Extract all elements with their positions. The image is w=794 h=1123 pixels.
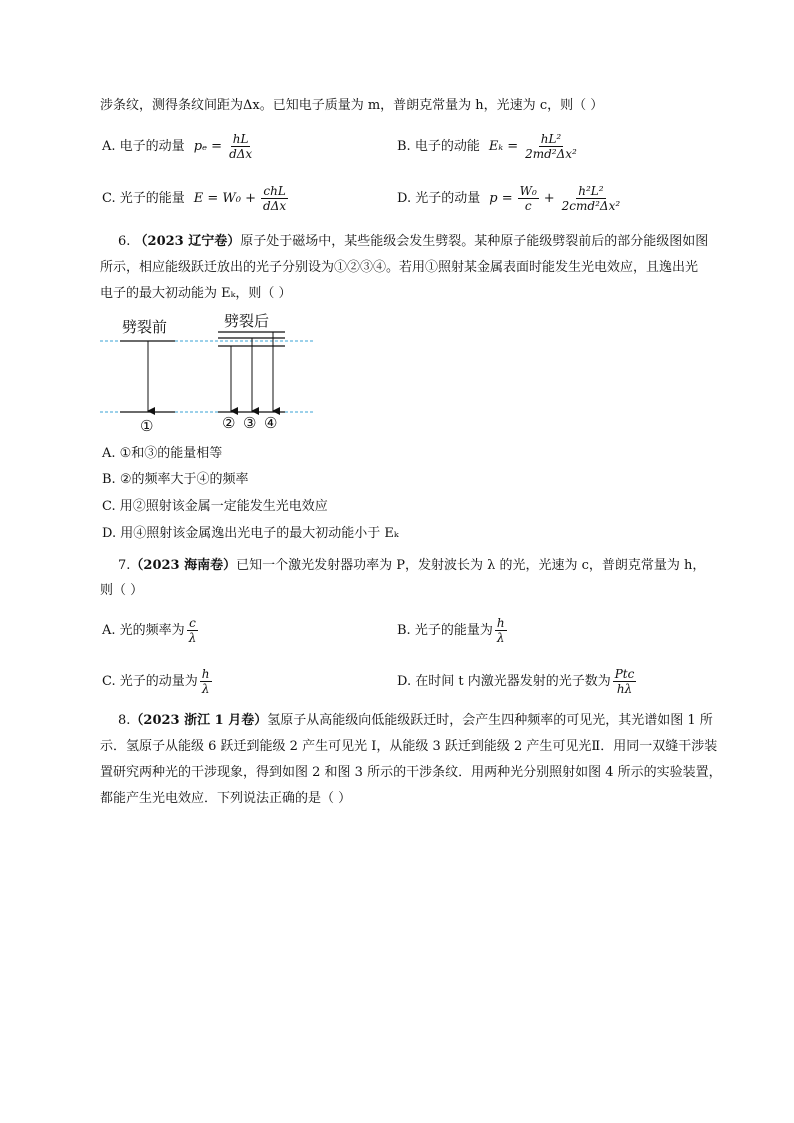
- q6-option-b[interactable]: B. ②的频率大于④的频率: [102, 472, 249, 487]
- denominator: λ: [201, 682, 210, 696]
- q6-stem-line3: 电子的最大初动能为 Eₖ，则（ ）: [100, 286, 292, 301]
- q7-stem-line2: 则（ ）: [100, 583, 144, 598]
- numerator: c: [189, 616, 196, 630]
- q8-stem-line3: 置研究两种光的干涉现象，得到如图 2 和图 3 所示的干涉条纹．用两种光分别照射如图 4 所示的实验装置，: [100, 765, 722, 780]
- denominator: dΔx: [263, 199, 287, 213]
- denominator: dΔx: [229, 147, 253, 161]
- question-text: 已知一个激光发射器功率为 P，发射波长为 λ 的光，光速为 c，普朗克常量为 h，: [236, 558, 706, 573]
- question-source: （2023 辽宁卷）: [134, 234, 241, 249]
- q7-option-b[interactable]: [397, 616, 509, 645]
- numerator: hL: [232, 132, 249, 146]
- formula-lhs: Eₖ =: [488, 138, 519, 154]
- formula: [191, 184, 290, 213]
- denominator: c: [524, 199, 532, 213]
- label-after-split: 劈裂后: [224, 312, 270, 330]
- q7-stem-line1: [118, 556, 705, 576]
- option-label: B.: [397, 622, 411, 638]
- numerator: hL²: [540, 132, 562, 146]
- formula: [486, 184, 624, 213]
- q7-option-d[interactable]: [397, 667, 638, 696]
- question-number: 8.: [118, 713, 131, 728]
- q5-option-a[interactable]: [102, 132, 256, 161]
- formula-lhs: pₑ =: [193, 138, 223, 154]
- denominator: 2cmd²Δx²: [561, 199, 621, 213]
- denominator: λ: [496, 631, 505, 645]
- q6-stem-line2: 所示，相应能级跃迁放出的光子分别设为①②③④。若用①照射某金属表面时能发生光电效应，且逸出光: [100, 260, 699, 275]
- option-label: C.: [102, 190, 116, 206]
- option-label: A.: [102, 622, 116, 638]
- fraction: [227, 132, 254, 161]
- formula-lhs: p =: [489, 190, 513, 206]
- q6-option-a[interactable]: A. ①和③的能量相等: [102, 446, 223, 461]
- mark-4: ④: [264, 414, 278, 432]
- formula: [191, 132, 257, 161]
- fraction: [200, 667, 212, 696]
- option-label: B.: [397, 138, 411, 154]
- q7-option-a[interactable]: [102, 616, 200, 645]
- fraction: [495, 616, 507, 645]
- numerator: h: [496, 616, 505, 630]
- mark-3: ③: [243, 414, 257, 432]
- q5-option-c[interactable]: [102, 184, 290, 213]
- option-text: 光子的动量: [415, 190, 481, 206]
- option-text: 电子的动量: [119, 138, 185, 154]
- denominator: λ: [188, 631, 197, 645]
- fraction: [523, 132, 579, 161]
- option-text: 电子的动能: [414, 138, 480, 154]
- plus-sign: +: [543, 190, 555, 206]
- label-before-split: 劈裂前: [122, 318, 168, 336]
- fraction: [560, 184, 622, 213]
- q6-stem-line1: [118, 232, 708, 252]
- q8-stem-line2: 示．氢原子从能级 6 跃迁到能级 2 产生可见光 Ⅰ，从能级 3 跃迁到能级 2 产生可见光Ⅱ．用同一双缝干涉装: [100, 739, 718, 754]
- mark-1: ①: [140, 417, 154, 435]
- question-text: 原子处于磁场中，某些能级会发生劈裂。某种原子能级劈裂前后的部分能级图如图: [240, 234, 709, 249]
- fraction: [187, 616, 199, 645]
- q7-option-c[interactable]: [102, 667, 214, 696]
- numerator: Ptc: [614, 667, 635, 681]
- numerator: W₀: [519, 184, 537, 198]
- formula-lhs: E = W₀ +: [193, 190, 257, 206]
- option-label: D.: [397, 190, 412, 206]
- q8-stem-line1: [118, 711, 713, 731]
- numerator: h: [201, 667, 210, 681]
- option-text: 光子的动量为: [119, 673, 198, 689]
- q8-stem-line4: 都能产生光电效应．下列说法正确的是（ ）: [100, 791, 352, 806]
- option-label: A.: [102, 138, 116, 154]
- numerator: h²L²: [578, 184, 604, 198]
- question-number: 6.: [118, 234, 131, 249]
- option-text: 在时间 t 内激光器发射的光子数为: [415, 673, 611, 689]
- q5-option-b[interactable]: [397, 132, 581, 161]
- numerator: chL: [263, 184, 286, 198]
- formula: [486, 132, 581, 161]
- fraction: [261, 184, 288, 213]
- option-label: D.: [397, 673, 412, 689]
- option-label: C.: [102, 673, 116, 689]
- fraction: [518, 184, 539, 213]
- question-text: 氢原子从高能级向低能级跃迁时，会产生四种频率的可见光，其光谱如图 1 所: [267, 713, 713, 728]
- question-source: （2023 浙江 1 月卷）: [130, 713, 268, 728]
- energy-level-diagram: [100, 310, 330, 435]
- fraction: [613, 667, 637, 696]
- q5-stem-tail: 涉条纹，测得条纹间距为Δx。已知电子质量为 m，普朗克常量为 h，光速为 c，则（ ）: [100, 98, 604, 113]
- option-text: 光子的能量为: [414, 622, 493, 638]
- question-source: （2023 海南卷）: [130, 558, 237, 573]
- denominator: hλ: [616, 682, 633, 696]
- q5-option-d[interactable]: [397, 184, 624, 213]
- option-text: 光的频率为: [119, 622, 185, 638]
- question-number: 7.: [118, 558, 131, 573]
- q6-option-c[interactable]: C. 用②照射该金属一定能发生光电效应: [102, 499, 328, 514]
- mark-2: ②: [222, 414, 236, 432]
- option-text: 光子的能量: [119, 190, 185, 206]
- q6-option-d[interactable]: D. 用④照射该金属逸出光电子的最大初动能小于 Eₖ: [102, 526, 399, 541]
- denominator: 2md²Δx²: [525, 147, 577, 161]
